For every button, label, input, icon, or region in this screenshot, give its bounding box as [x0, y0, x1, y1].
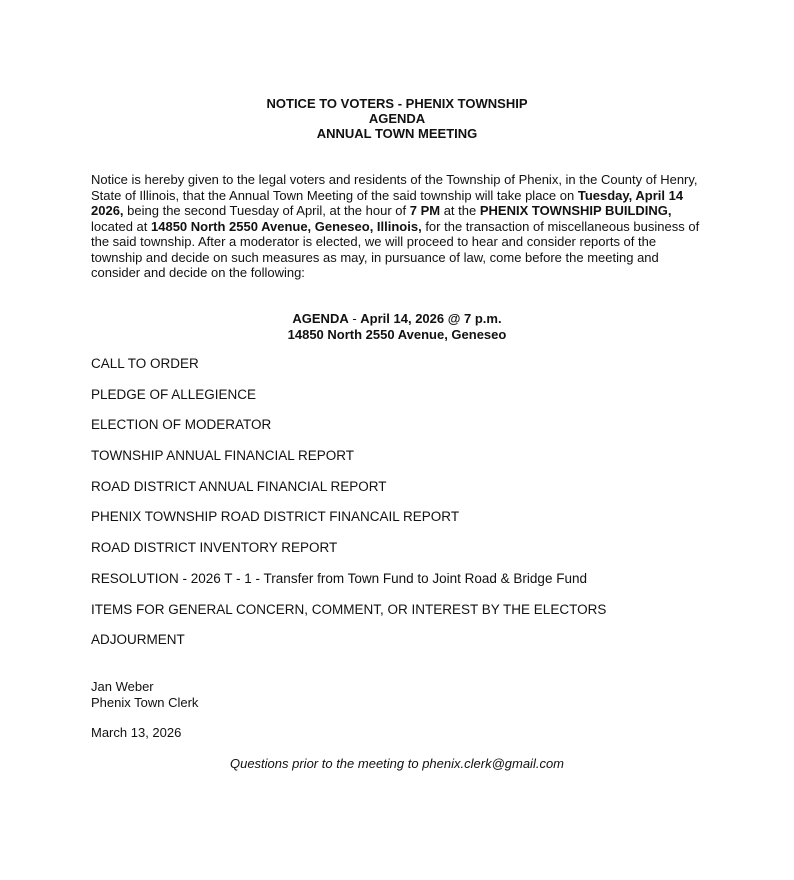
notice-text-4: located at: [91, 218, 151, 234]
agenda-separator: -: [348, 311, 361, 326]
meeting-date: Tuesday, April 14 2026,: [91, 187, 684, 218]
agenda-address: 14850 North 2550 Avenue, Geneseo: [287, 326, 507, 342]
agenda-item: ROAD DISTRICT ANNUAL FINANCIAL REPORT: [91, 478, 387, 494]
agenda-item: TOWNSHIP ANNUAL FINANCIAL REPORT: [91, 448, 355, 464]
meeting-title: ANNUAL TOWN MEETING: [316, 126, 478, 141]
signature-block: [91, 679, 198, 710]
agenda-heading-line: [0, 311, 794, 327]
agenda-item: CALL TO ORDER: [91, 356, 199, 371]
notice-text-3: at the: [440, 203, 480, 218]
agenda-item: ITEMS FOR GENERAL CONCERN, COMMENT, OR INTEREST BY THE ELECTORS: [91, 601, 607, 617]
contact-footer: Questions prior to the meeting to phenix.clerk@gmail.com: [229, 756, 564, 771]
agenda-label: AGENDA: [292, 311, 349, 326]
meeting-address: 14850 North 2550 Avenue, Geneseo, Illinois,: [151, 218, 422, 234]
agenda-item: PLEDGE OF ALLEGIENCE: [91, 386, 257, 402]
notice-header: [0, 96, 794, 141]
notice-text-5: for the transaction of miscellaneous business of the said township. After a moderator is elected, we will proceed to hear and consider reports of the township and decide on such measures as may, in pursuance of law, come before the meeting and consider and decide on the following:: [91, 218, 700, 280]
agenda-date-time: April 14, 2026 @ 7 p.m.: [360, 311, 502, 326]
agenda-item: PHENIX TOWNSHIP ROAD DISTRICT FINANCAIL REPORT: [91, 509, 460, 525]
meeting-time: 7 PM: [409, 203, 441, 218]
agenda-item: RESOLUTION - 2026 T - 1 - Transfer from Town Fund to Joint Road & Bridge Fund: [91, 570, 587, 586]
agenda-item: ROAD DISTRICT INVENTORY REPORT: [91, 540, 338, 556]
agenda-list: [91, 356, 606, 663]
notice-title: NOTICE TO VOTERS - PHENIX TOWNSHIP: [266, 96, 528, 111]
agenda-title: AGENDA: [368, 111, 426, 126]
agenda-item: ELECTION OF MODERATOR: [91, 417, 272, 433]
meeting-building: PHENIX TOWNSHIP BUILDING,: [479, 203, 672, 218]
notice-paragraph: [91, 172, 706, 281]
clerk-name: Jan Weber: [91, 679, 154, 694]
clerk-title: Phenix Town Clerk: [91, 694, 199, 710]
notice-date: March 13, 2026: [91, 725, 182, 740]
notice-text-1: Notice is hereby given to the legal voters and residents of the Township of Phenix, in the County of Henry, State of Illinois, that the Annual Town Meeting of the said township will take place on: [91, 172, 698, 203]
notice-text-2: being the second Tuesday of April, at the hour of: [123, 203, 410, 218]
agenda-heading: [0, 311, 794, 342]
agenda-item: ADJOURMENT: [91, 632, 185, 648]
